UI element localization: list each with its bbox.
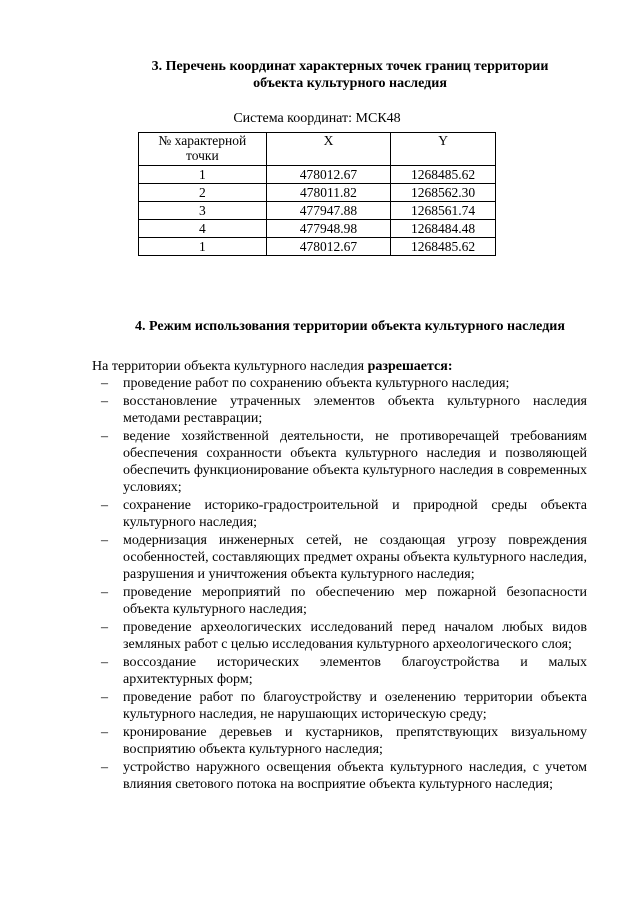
cell-y: 1268485.62 bbox=[391, 238, 496, 256]
cell-y: 1268562.30 bbox=[391, 184, 496, 202]
table-row bbox=[139, 202, 496, 220]
intro-colon: : bbox=[447, 359, 453, 374]
list-item-text: проведение работ по сохранению объекта культурного наследия; bbox=[123, 376, 510, 391]
cell-point-number: 1 bbox=[139, 238, 267, 256]
list-item bbox=[92, 759, 587, 793]
dash-marker: – bbox=[101, 533, 108, 548]
list-item-text: воссоздание исторических элементов благоустройства и малых архитектурных форм; bbox=[123, 655, 587, 687]
cell-point-number: 4 bbox=[139, 220, 267, 238]
intro-bold-word: разрешается bbox=[367, 359, 448, 374]
dash-marker: – bbox=[101, 655, 108, 670]
table-header-row bbox=[139, 133, 496, 166]
dash-marker: – bbox=[101, 760, 108, 775]
header-x: X bbox=[266, 133, 391, 166]
cell-x: 478012.67 bbox=[266, 238, 391, 256]
section-3-title-line-1: 3. Перечень координат характерных точек границ территории bbox=[151, 59, 549, 74]
table-row bbox=[139, 238, 496, 256]
coordinate-system-label: Система координат: МСК48 bbox=[233, 111, 401, 126]
dash-marker: – bbox=[101, 376, 108, 391]
cell-x: 478012.67 bbox=[266, 166, 391, 184]
intro-paragraph bbox=[92, 358, 592, 375]
header-point-number: № характерной точки bbox=[139, 133, 267, 166]
section-4-title: 4. Режим использования территории объекта культурного наследия bbox=[135, 319, 565, 334]
cell-point-number: 3 bbox=[139, 202, 267, 220]
cell-y: 1268561.74 bbox=[391, 202, 496, 220]
list-item bbox=[92, 654, 587, 688]
list-item bbox=[92, 724, 587, 758]
dash-marker: – bbox=[101, 498, 108, 513]
table-row bbox=[139, 166, 496, 184]
list-item bbox=[92, 428, 587, 496]
list-item bbox=[92, 619, 587, 653]
cell-x: 478011.82 bbox=[266, 184, 391, 202]
dash-marker: – bbox=[101, 585, 108, 600]
intro-text: На территории объекта культурного наследия bbox=[92, 359, 368, 374]
table-row bbox=[139, 184, 496, 202]
cell-y: 1268484.48 bbox=[391, 220, 496, 238]
list-item-text: проведение мероприятий по обеспечению мер пожарной безопасности объекта культурного наследия; bbox=[123, 585, 587, 617]
list-item-text: проведение археологических исследований перед началом любых видов земляных работ с целью исследования культурного археологического слоя; bbox=[123, 620, 587, 652]
list-item bbox=[92, 532, 587, 583]
dash-marker: – bbox=[101, 690, 108, 705]
list-item-text: кронирование деревьев и кустарников, препятствующих визуальному восприятию объекта культурного наследия; bbox=[123, 725, 587, 757]
permitted-activities-list bbox=[92, 375, 587, 794]
list-item-text: сохранение историко-градостроительной и природной среды объекта культурного наследия; bbox=[123, 498, 587, 530]
list-item-text: проведение работ по благоустройству и озеленению территории объекта культурного наследия, не нарушающих историческую среду; bbox=[123, 690, 587, 722]
list-item-text: ведение хозяйственной деятельности, не противоречащей требованиям обеспечения сохранности объекта культурного наследия и позволяющей обеспечить функционирование объекта культурного наследия в современных условиях; bbox=[123, 429, 587, 495]
coordinates-table bbox=[138, 132, 496, 256]
list-item bbox=[92, 689, 587, 723]
table-row bbox=[139, 220, 496, 238]
list-item bbox=[92, 375, 587, 392]
cell-y: 1268485.62 bbox=[391, 166, 496, 184]
section-3-title bbox=[100, 58, 600, 92]
dash-marker: – bbox=[101, 429, 108, 444]
list-item-text: модернизация инженерных сетей, не создающая угрозу повреждения особенностей, составляющих предмет охраны объекта культурного наследия, разрушения и уничтожения объекта культурного наследия; bbox=[123, 533, 587, 582]
section-3-title-line-2: объекта культурного наследия bbox=[253, 76, 447, 91]
cell-point-number: 1 bbox=[139, 166, 267, 184]
list-item bbox=[92, 393, 587, 427]
header-y: Y bbox=[391, 133, 496, 166]
cell-point-number: 2 bbox=[139, 184, 267, 202]
list-item-text: восстановление утраченных элементов объекта культурного наследия методами реставрации; bbox=[123, 394, 587, 426]
dash-marker: – bbox=[101, 620, 108, 635]
cell-x: 477947.88 bbox=[266, 202, 391, 220]
list-item-text: устройство наружного освещения объекта культурного наследия, с учетом влияния светового потока на восприятие объекта культурного наследия; bbox=[123, 760, 587, 792]
list-item bbox=[92, 497, 587, 531]
dash-marker: – bbox=[101, 725, 108, 740]
dash-marker: – bbox=[101, 394, 108, 409]
list-item bbox=[92, 584, 587, 618]
cell-x: 477948.98 bbox=[266, 220, 391, 238]
